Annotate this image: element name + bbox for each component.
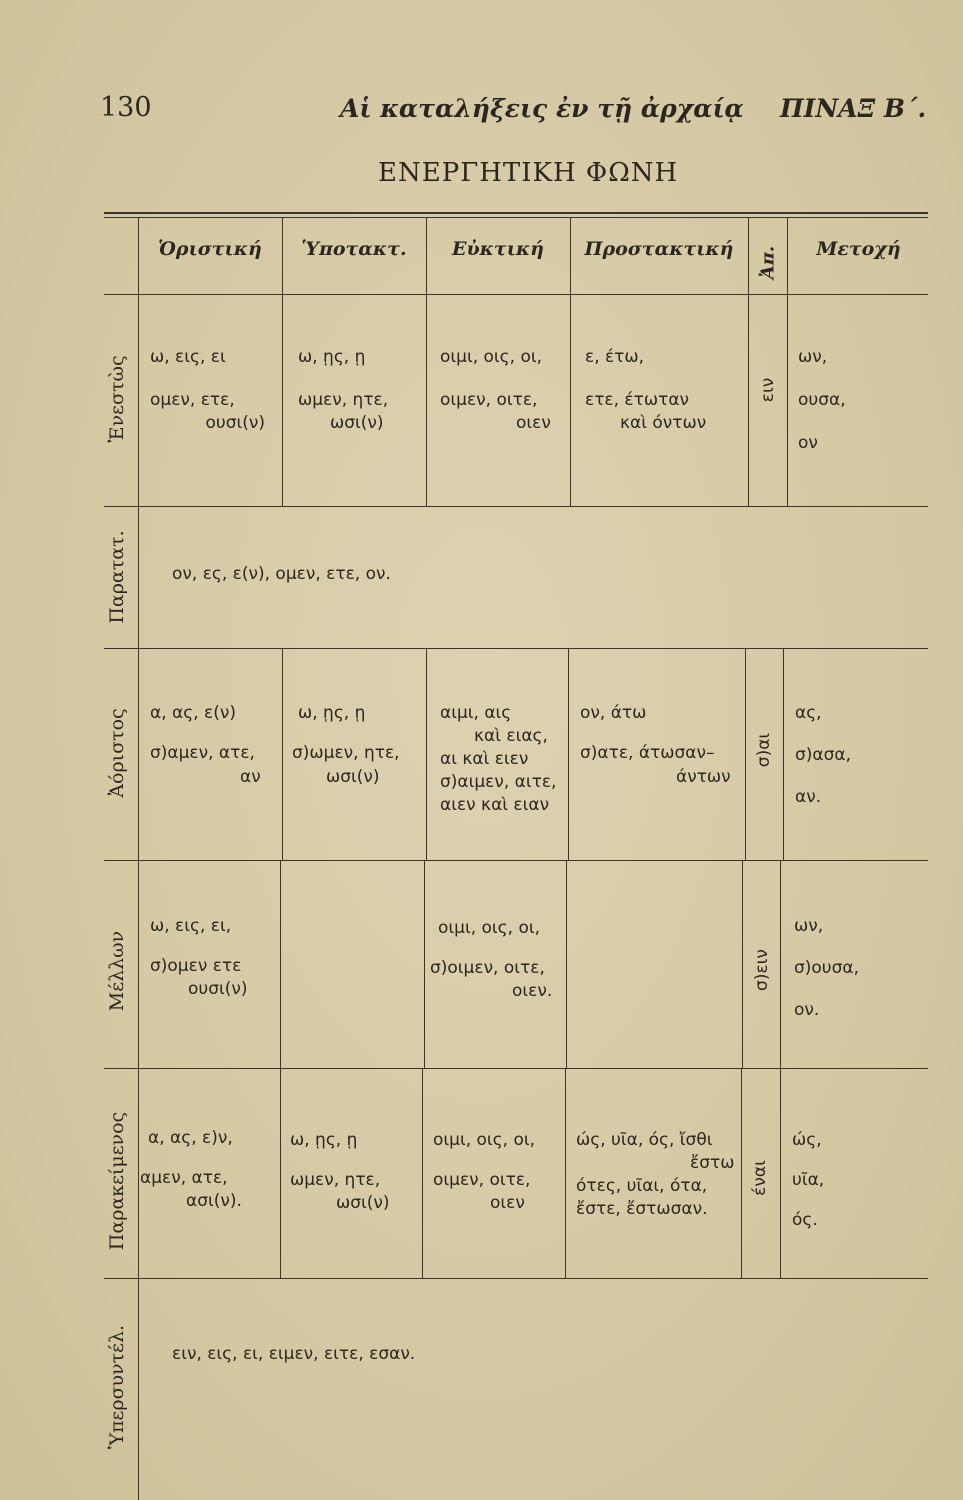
table-top-rule [104, 212, 928, 214]
column-rule [748, 217, 749, 506]
cell-paratatikos-forms: ον, ες, ε(ν), ομεν, ετε, ον. [172, 564, 391, 584]
column-rule [565, 1068, 566, 1278]
page-number: 130 [100, 92, 152, 123]
row-divider [104, 648, 928, 649]
column-rule [568, 648, 569, 860]
cell-enestos-aparemfato: ειν [758, 377, 778, 403]
row-divider [104, 860, 928, 861]
column-rule [422, 1068, 423, 1278]
cell-mellon-aparemfato: σ)ειν [752, 949, 772, 991]
column-rule [280, 1068, 281, 1278]
cell-aoristos-aparemfato: σ)αι [754, 732, 774, 768]
column-rule [424, 860, 425, 1068]
column-rule [566, 860, 567, 1068]
column-rule [745, 648, 746, 860]
column-header-euktiki: Εὐκτική [452, 238, 544, 260]
row-label-paratatikos: Παρατατ. [106, 530, 128, 624]
column-rule [783, 648, 784, 860]
cell-parakeimenos-aparemfato: έναι [750, 1160, 770, 1196]
column-rule [282, 648, 283, 860]
row-label-mellon: Μέλλων [106, 930, 128, 1012]
column-rule [741, 1068, 742, 1278]
cell-ypersyntelikos-forms: ειν, εις, ει, ειμεν, ειτε, εσαν. [172, 1344, 416, 1364]
table-top-rule-thin [104, 217, 928, 218]
column-rule [282, 217, 283, 506]
label-column-rule [138, 217, 139, 1500]
column-rule [280, 860, 281, 1068]
row-divider [104, 1068, 928, 1069]
running-title: Αἱ καταλήξεις ἐν τῇ ἀρχαίᾳ [340, 94, 744, 123]
row-label-ypersyntelikos: Ὑπερσυντέλ. [106, 1324, 128, 1450]
column-header-ypotakt: Ὑποτακτ. [301, 238, 407, 260]
book-page: 130 Αἱ καταλήξεις ἐν τῇ ἀρχαίᾳ ΠΙΝΑΞ Β΄. ΕΝΕΡΓΗΤΙΚΗ ΦΩΝΗ Ὁριστική Ὑποτακτ. Εὐκτική Προστακτική Ἀπ. Μετοχή Ἐνεστὼς ω, εις, ει ομεν, ετε, ουσι(ν) ω, ῃς, ῃ ωμεν, ητε, ωσι(ν) οιμι, οις, οι, οιμεν, οιτε, οιεν ε, έτω, ετε, έτωταν καὶ όντων ειν ων, ουσα, ον Παρατατ. ον, ες, ε(ν), ομεν, ετε, ον. Ἀόριστος α, ας, ε(ν) σ)αμεν, ατε, αν ω, ῃς, ῃ σ)ωμεν, ητε, ωσι(ν) αιμι, αις καὶ ειας, αι καὶ ειεν σ)αιμεν, αιτε, αιεν καὶ ειαν ον, άτω σ)ατε, άτωσαν– άντων σ)αι ας, σ)ασα, αν. Μέλλων ω, εις, ει, σ)ομεν ετε ουσι(ν) οιμι, οις, οι, σ)οιμεν, οιτε, οιεν. σ)ειν ων, σ)ουσα, ον. Παρακείμενος α, ας, ε)ν, αμεν, ατε, ασι(ν). ω, ῃς, ῃ ωμεν, ητε, ωσι(ν) οιμι, οις, οι, οιμεν, οιτε, οιεν ώς, υῖα, ός, ἴσθι ἔστω ότες, υῖαι, ότα, ἔστε, ἔστωσαν. έναι ώς, υῖα, ός. Ὑπερσυντέλ. ειν, εις, ει, ειμεν, ειτε, εσαν. [0, 0, 963, 1500]
section-subtitle: ΕΝΕΡΓΗΤΙΚΗ ΦΩΝΗ [378, 158, 679, 188]
row-label-aoristos: Ἀόριστος [106, 708, 128, 798]
column-header-prostaktiki: Προστακτική [584, 238, 734, 260]
column-rule [570, 217, 571, 506]
column-rule [742, 860, 743, 1068]
row-label-enestos: Ἐνεστὼς [106, 355, 128, 443]
column-header-aparemfato: Ἀπ. [757, 245, 779, 280]
column-rule [426, 217, 427, 506]
column-header-metochi: Μετοχή [816, 238, 901, 260]
column-rule [780, 1068, 781, 1278]
column-header-oristiki: Ὁριστική [158, 238, 262, 260]
header-bottom-rule [104, 294, 928, 295]
row-divider [104, 506, 928, 507]
row-label-parakeimenos: Παρακείμενος [106, 1111, 128, 1251]
row-divider [104, 1278, 928, 1279]
table-label: ΠΙΝΑΞ Β΄. [780, 94, 927, 123]
column-rule [780, 860, 781, 1068]
column-rule [787, 217, 788, 506]
column-rule [426, 648, 427, 860]
